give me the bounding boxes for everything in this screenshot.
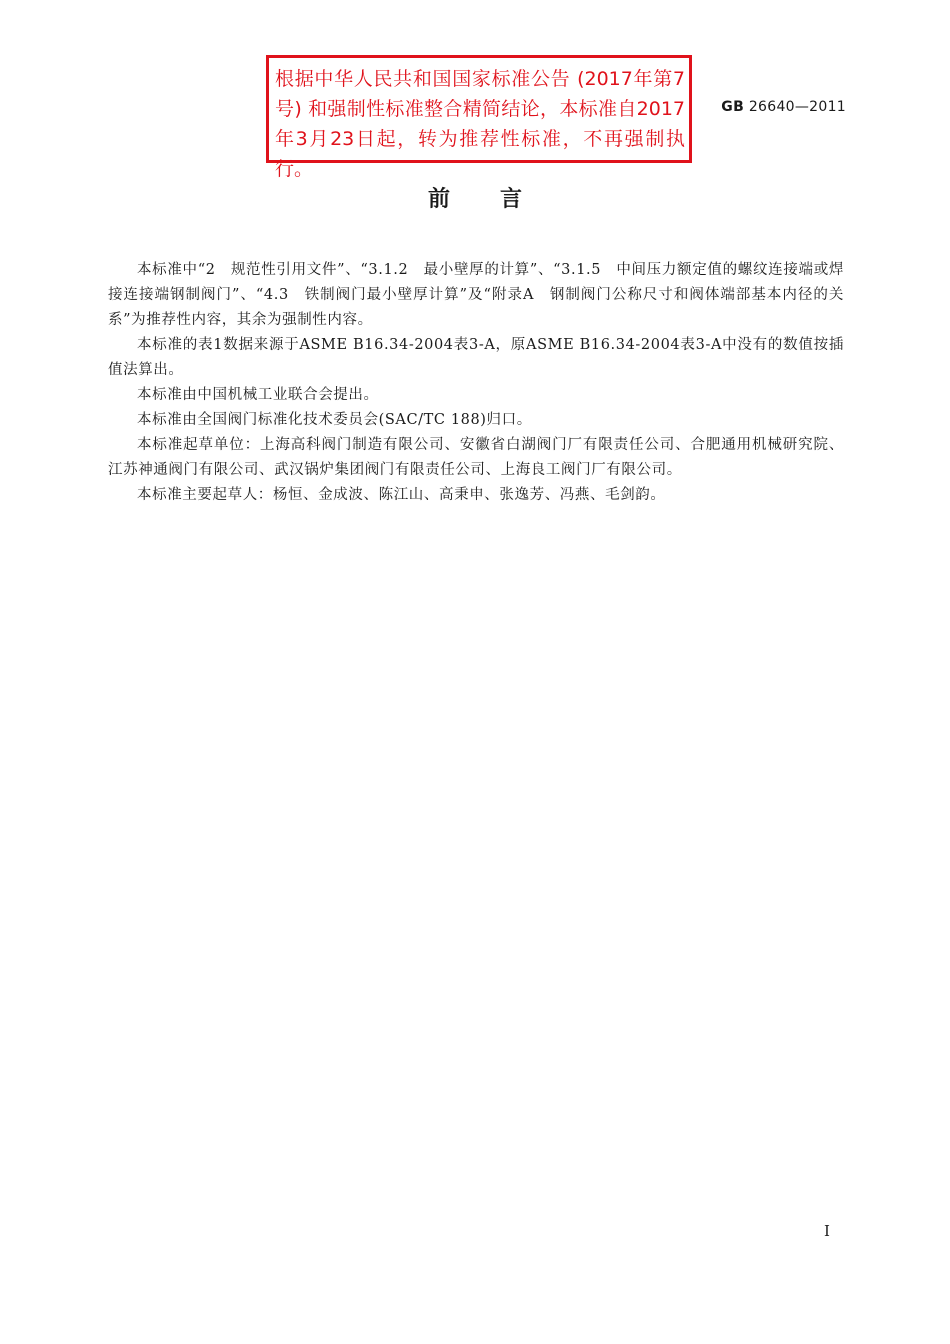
paragraph: 本标准中“2 规范性引用文件”、“3.1.2 最小壁厚的计算”、“3.1.5 中间压力额定值的螺纹连接端或焊接连接端钢制阀门”、“4.3 铁制阀门最小壁厚计算”及“附录A 钢制阀门公称尺寸和阀体端部基本内径的关系”为推荐性内容，其余为强制性内容。 [108,262,844,328]
standard-code-number: 26640—2011 [748,99,846,115]
paragraph: 本标准由中国机械工业联合会提出。 [137,387,379,403]
paragraph: 本标准主要起草人：杨恒、金成波、陈江山、高秉申、张逸芳、冯燕、毛剑韵。 [137,487,666,503]
page-title: 前言 [427,187,572,212]
paragraph: 本标准起草单位：上海高科阀门制造有限公司、安徽省白湖阀门厂有限责任公司、合肥通用机械研究院、江苏神通阀门有限公司、武汉锅炉集团阀门有限责任公司、上海良工阀门厂有限公司。 [108,437,844,478]
paragraph: 本标准的表1数据来源于ASME B16.34-2004表3-A，原ASME B16.34-2004表3-A中没有的数值按插值法算出。 [108,337,844,378]
standard-code-prefix: GB [721,99,745,115]
paragraph: 本标准由全国阀门标准化技术委员会(SAC/TC 188)归口。 [137,412,532,428]
notice-text: 根据中华人民共和国国家标准公告 (2017年第7号) 和强制性标准整合精简结论，本标准自2017年3月23日起，转为推荐性标准，不再强制执行。 [275,68,685,180]
foreword-body [108,258,844,508]
notice-stamp [266,55,692,180]
page-number: I [824,1222,830,1240]
standard-code [721,99,846,115]
